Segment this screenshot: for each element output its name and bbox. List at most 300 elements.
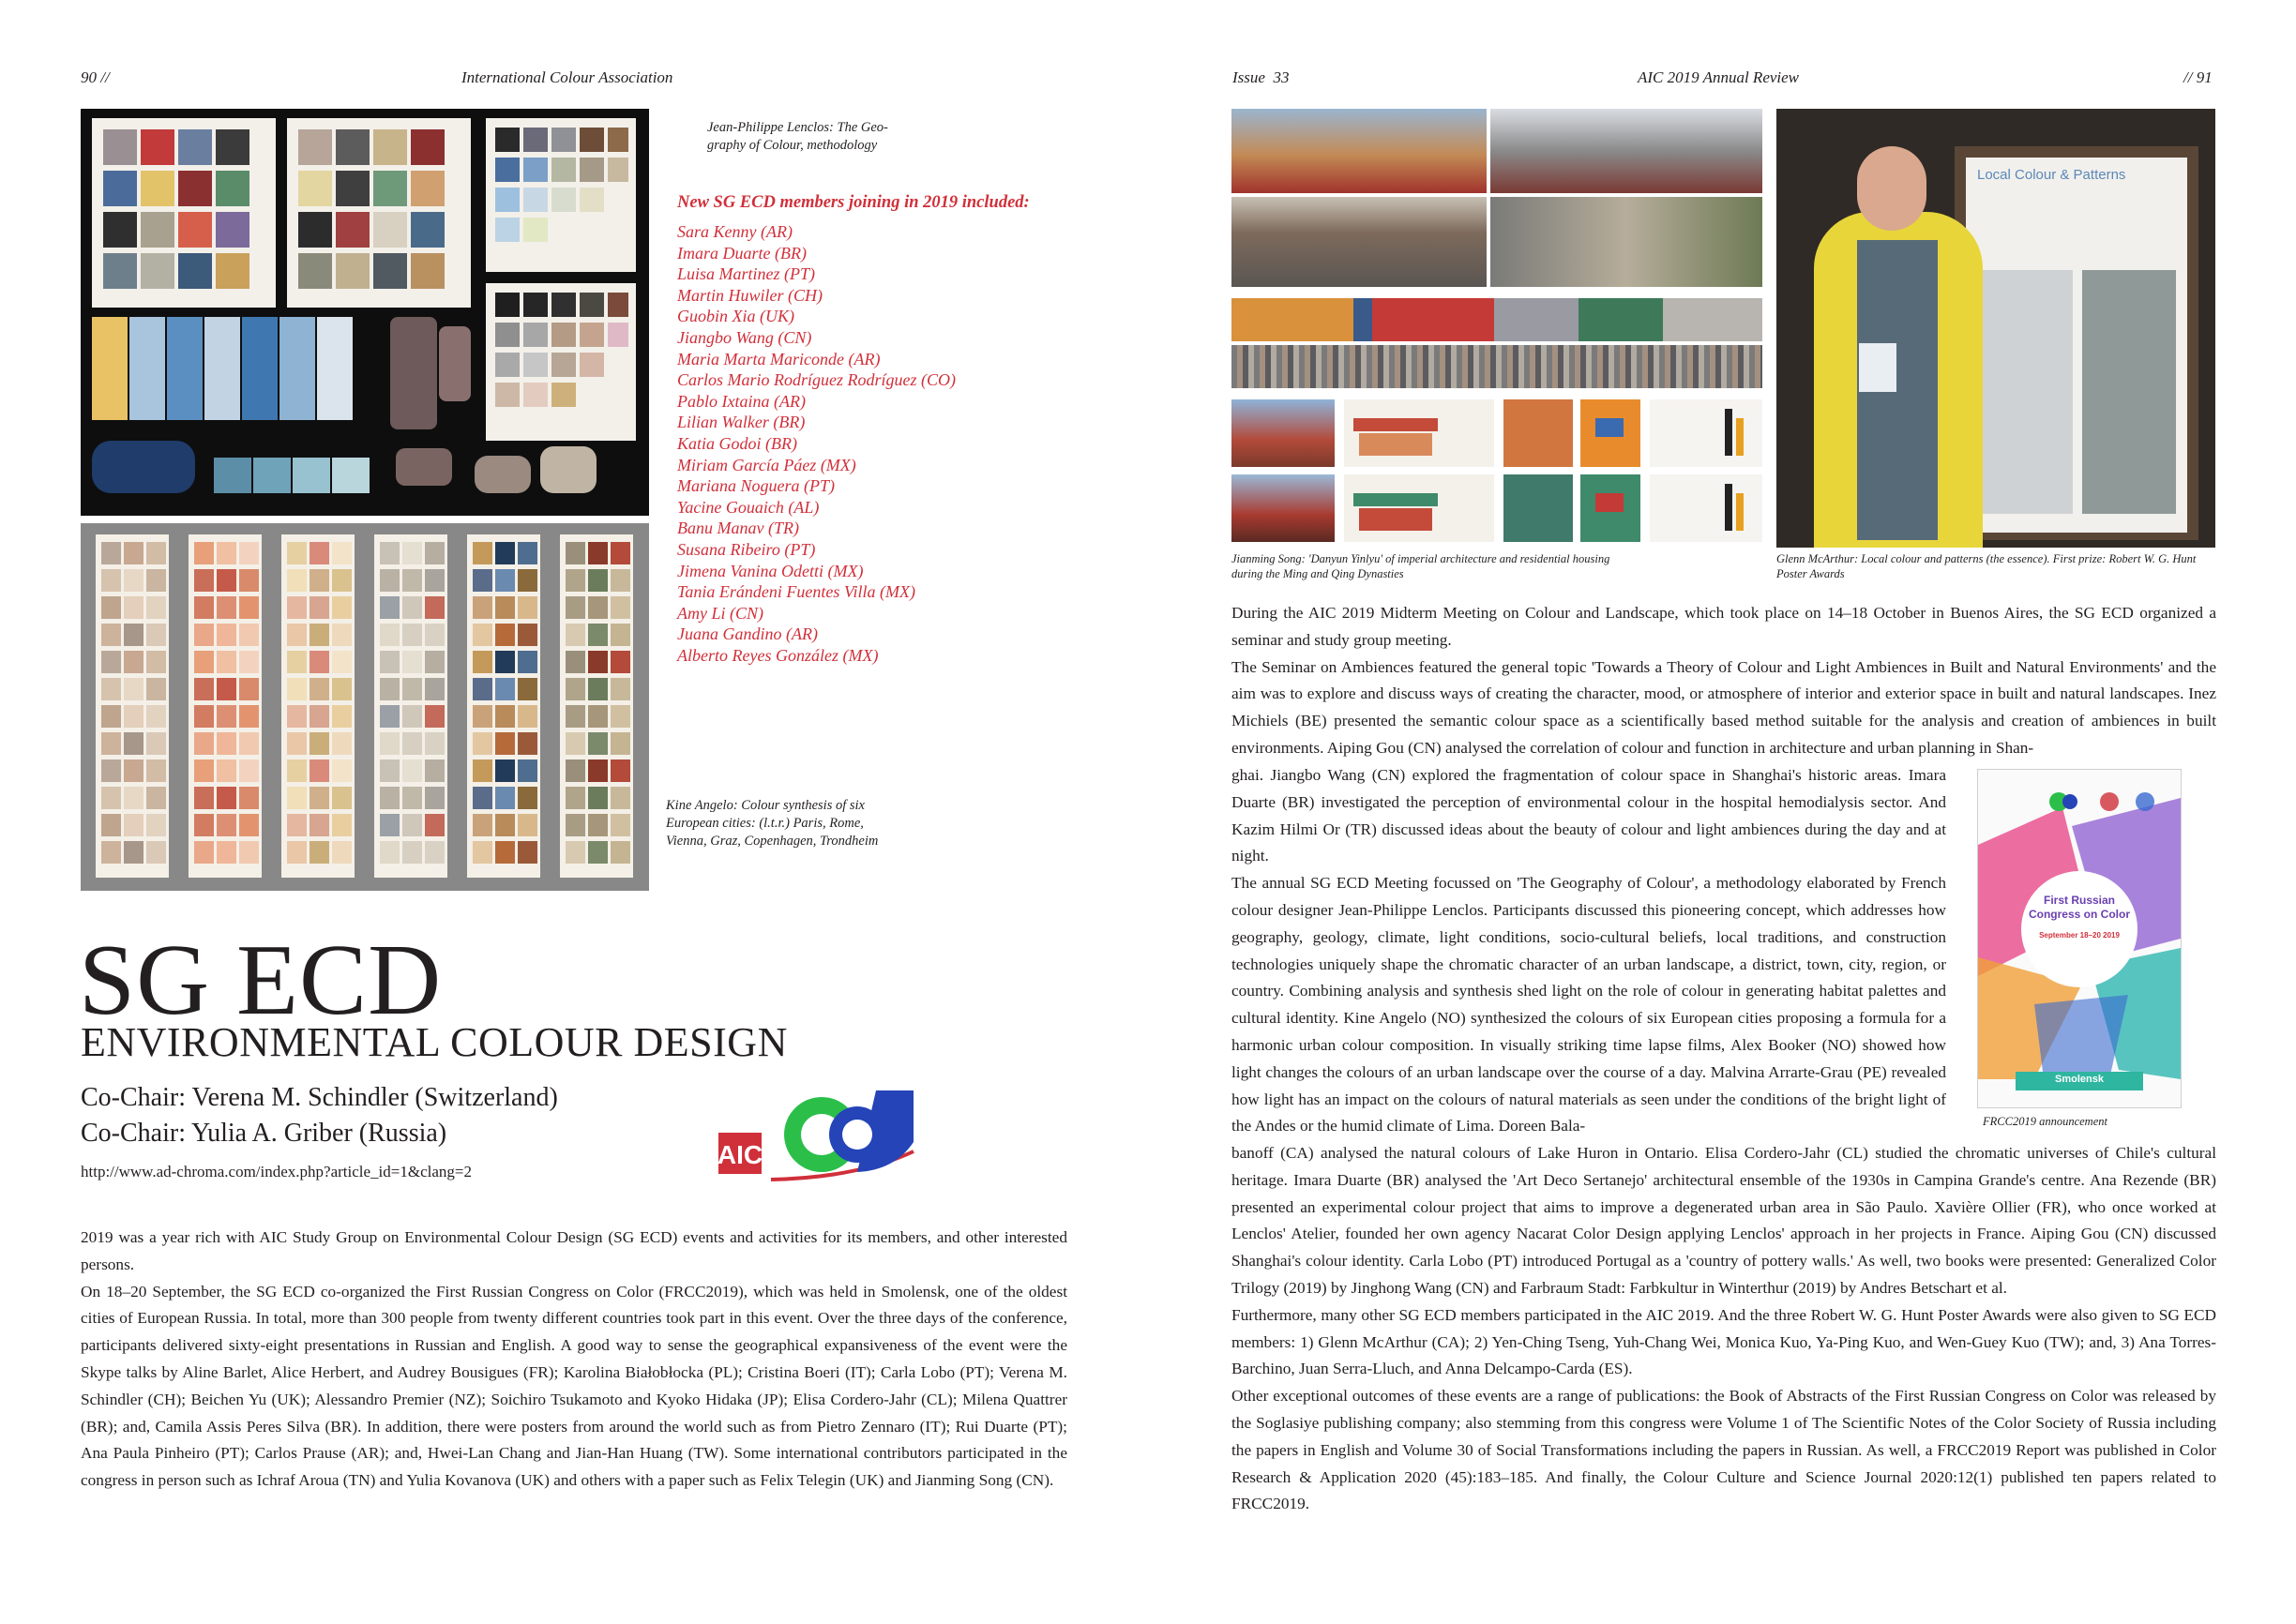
palette-swatch (518, 678, 537, 700)
cochair-2: Co-Chair: Yulia A. Griber (Russia) (81, 1119, 447, 1148)
palette-swatch (239, 624, 259, 646)
palette-swatch (380, 705, 400, 728)
right-body-text-top (1231, 600, 2216, 762)
palette-swatch (194, 732, 214, 755)
palette-swatch (402, 542, 422, 564)
palette-swatch (194, 814, 214, 836)
palette-swatch (287, 678, 307, 700)
palette-swatch (287, 787, 307, 809)
palette-swatch (588, 841, 608, 864)
palette-swatch (124, 678, 144, 700)
palette-swatch (124, 569, 144, 592)
palette-swatch (518, 705, 537, 728)
member-item: Jimena Vanina Odetti (MX) (677, 561, 864, 580)
palette-swatch (495, 678, 515, 700)
palette-board-2 (486, 283, 636, 441)
member-item: Pablo Ixtaina (AR) (677, 391, 806, 411)
palette-swatch (146, 787, 166, 809)
palette-swatch (402, 814, 422, 836)
palette-swatch (402, 596, 422, 619)
palette-swatch (566, 787, 585, 809)
palette-swatch (588, 678, 608, 700)
caption-angelo: Kine Angelo: Colour synthesis of six European cities: (l.t.r.) Paris, Rome, Vienna, Graz, Copenhagen, Trondheim (666, 798, 879, 849)
palette-swatch (287, 624, 307, 646)
angelo-colour-synthesis-photo (81, 523, 649, 891)
gate-tower-photo-2 (1231, 474, 1335, 542)
palette-swatch (611, 624, 630, 646)
palette-swatch (239, 596, 259, 619)
palette-swatch (194, 569, 214, 592)
colour-chart-1 (1650, 399, 1762, 467)
facade-board-2 (287, 118, 471, 308)
palette-swatch (332, 569, 352, 592)
palette-swatch (217, 569, 236, 592)
palette-swatch (101, 759, 121, 782)
palette-swatch (146, 678, 166, 700)
palette-swatch (332, 651, 352, 673)
palette-swatch (473, 542, 492, 564)
palette-swatch (518, 759, 537, 782)
city-palette-column (374, 534, 447, 878)
palette-swatch (194, 542, 214, 564)
palette-swatch (495, 759, 515, 782)
palette-swatch (310, 841, 329, 864)
palette-swatch (588, 624, 608, 646)
tile-strip (92, 441, 401, 497)
palette-swatch (425, 624, 445, 646)
member-item: Juana Gandino (AR) (677, 624, 818, 644)
palette-swatch (101, 705, 121, 728)
caption-frcc: FRCC2019 announcement (1983, 1115, 2107, 1128)
page-subtitle: ENVIRONMENTAL COLOUR DESIGN (81, 1019, 788, 1065)
palette-swatch (473, 569, 492, 592)
palette-swatch (239, 732, 259, 755)
palette-swatch (287, 732, 307, 755)
palette-swatch (425, 732, 445, 755)
forbidden-city-photo (1231, 109, 1487, 193)
member-item: Alberto Reyes González (MX) (677, 645, 879, 665)
member-item: Guobin Xia (UK) (677, 307, 794, 326)
palette-swatch (518, 596, 537, 619)
palette-swatch (146, 705, 166, 728)
caption-lenclos: Jean-Philippe Lenclos: The Geo-graphy of Colour, methodology (707, 120, 888, 153)
palette-swatch (380, 759, 400, 782)
member-item: Banu Manav (TR) (677, 519, 799, 538)
residential-colour-bands (1231, 345, 1762, 388)
palette-swatch (194, 841, 214, 864)
palette-swatch (566, 542, 585, 564)
palette-swatch (146, 542, 166, 564)
palette-swatch (611, 732, 630, 755)
palette-swatch (310, 732, 329, 755)
frcc-city: Smolensk (2055, 1074, 2104, 1085)
palette-swatch (495, 651, 515, 673)
palette-swatch (239, 759, 259, 782)
palette-swatch (287, 596, 307, 619)
member-item: Martin Huwiler (CH) (677, 285, 823, 305)
member-item: Sara Kenny (AR) (677, 222, 793, 241)
palette-swatch (473, 651, 492, 673)
palette-swatch (495, 787, 515, 809)
palette-swatch (194, 624, 214, 646)
person-head (1857, 146, 1926, 231)
palette-swatch (310, 542, 329, 564)
palette-swatch (611, 814, 630, 836)
palette-swatch (217, 732, 236, 755)
palette-swatch (101, 569, 121, 592)
aic-logo (717, 1086, 919, 1189)
palette-swatch (332, 814, 352, 836)
courtyard-gate-photo (1490, 109, 1762, 193)
imperial-colour-bands (1231, 298, 1762, 341)
body-paragraph: Other exceptional outcomes of these events are a range of publications: the Book of Abstracts of the First Russian Congress on Color was released by the Soglasiye publishing company; also stemming from this congress were Volume 1 of The Scientific Notes of the Color Society of Russia including the papers in English and Volume 30 of Social Transformations including the papers in Russian. As well, a FRCC2019 Report was published in Color Research & Application 2020 (45):183–185. And finally, the Colour Culture and Science Journal 2020:12(1) published ten papers related to FRCC2019. (1231, 1387, 2216, 1513)
palette-swatch (518, 542, 537, 564)
palette-swatch (402, 569, 422, 592)
palette-swatch (101, 814, 121, 836)
body-paragraph: ghai. Jiangbo Wang (CN) explored the fragmentation of colour space in Shanghai's historic areas. Imara Duarte (BR) investigated the perception of environmental colour in the hospital hemodialysis sector. And Kazim Hilmi Or (TR) discussed ideas about the beauty of colour and light ambiences during the day and at night. (1231, 766, 1946, 865)
colour-block-1 (1580, 399, 1640, 467)
caption-mcarthur: Glenn McArthur: Local colour and patterns (the essence). First prize: Robert W. G. Hunt Poster Awards (1776, 552, 2197, 581)
palette-swatch (287, 814, 307, 836)
palette-swatch (217, 624, 236, 646)
palette-swatch (239, 705, 259, 728)
caption-song: Jianming Song: 'Danyun Yinlyu' of imperial architecture and residential housing during the Ming and Qing Dynasties (1231, 552, 1610, 581)
palette-swatch (495, 841, 515, 864)
palette-swatch (239, 542, 259, 564)
member-item: Miriam García Páez (MX) (677, 455, 856, 474)
palette-swatch (239, 651, 259, 673)
body-paragraph: 2019 was a year rich with AIC Study Group on Environmental Colour Design (SG ECD) events and activities for its members, and other interested persons. (81, 1228, 1067, 1273)
palette-swatch (495, 596, 515, 619)
palette-swatch (239, 841, 259, 864)
palette-swatch (402, 759, 422, 782)
palette-swatch (124, 596, 144, 619)
palette-swatch (380, 651, 400, 673)
palette-swatch (310, 705, 329, 728)
palette-swatch (425, 787, 445, 809)
palette-swatch (588, 787, 608, 809)
palette-swatch (310, 814, 329, 836)
right-issue-number: Issue 33 (1232, 68, 1290, 86)
rooftops-photo (1231, 197, 1487, 287)
palette-swatch (101, 841, 121, 864)
palette-swatch (380, 596, 400, 619)
palette-swatch (402, 787, 422, 809)
palette-swatch (402, 841, 422, 864)
mcarthur-poster-photo (1776, 109, 2215, 548)
palette-swatch (332, 624, 352, 646)
palette-swatch (495, 624, 515, 646)
palette-swatch (402, 678, 422, 700)
palette-swatch (425, 596, 445, 619)
palette-swatch (588, 569, 608, 592)
palette-swatch (473, 759, 492, 782)
city-palette-column (467, 534, 540, 878)
palette-swatch (101, 596, 121, 619)
palette-swatch (310, 759, 329, 782)
palette-swatch (611, 759, 630, 782)
palette-swatch (473, 624, 492, 646)
study-group-link[interactable]: http://www.ad-chroma.com/index.php?article_id=1&clang=2 (81, 1163, 472, 1180)
palette-swatch (518, 732, 537, 755)
palette-swatch (124, 624, 144, 646)
colour-block-2 (1580, 474, 1640, 542)
body-paragraph: banoff (CA) analysed the natural colours of Lake Huron in Ontario. Elisa Cordero-Jahr (CL) studied the chromatic universes of Chile's cultural heritage. Imara Duarte (BR) analysed the 'Art Deco Sertanejo' architectural ensemble of the 1930s in Campina Grande's centre. Ana Rezende (BR) presented an experimental colour project that aims to improve a degenerated urban area in São Paulo. Xavière Ollier (FR), who once worked at Lenclos' Atelier, founded her own agency Nacarat Color Design applying Lenclos' approach in her projects in France. Aiping Gou (CN) discussed Shanghai's colour identity. Carla Lobo (PT) introduced Portugal as a 'country of pottery walls.' As well, two books were presented: Generalized Color Trilogy (2019) by Jinghong Wang (CN) and Farbraum Stadt: Farbkultur in Winterthur (2019) by Andres Betschart et al. (1231, 1144, 2216, 1297)
palette-swatch (588, 814, 608, 836)
palette-swatch (425, 705, 445, 728)
member-item: Jiangbo Wang (CN) (677, 327, 812, 347)
palette-swatch (380, 814, 400, 836)
palette-swatch (611, 787, 630, 809)
body-paragraph: The Seminar on Ambiences featured the general topic 'Towards a Theory of Colour and Light Ambiences in Built and Natural Environments' and the aim was to explore and discuss ways of creating the character, mood, or atmosphere of interior and exterior space in built and natural landscapes. Inez Michiels (BE) presented the semantic colour space as a scientifically based method suitable for the analysis and creation of ambiences in built environments. Aiping Gou (CN) analysed the correlation of colour and function in architecture and urban planning in Shan- (1231, 657, 2216, 757)
palette-swatch (124, 651, 144, 673)
architecture-diagram-2 (1344, 474, 1494, 542)
member-item: Luisa Martinez (PT) (677, 264, 816, 284)
palette-swatch (425, 542, 445, 564)
palette-swatch (566, 732, 585, 755)
architecture-diagram-1 (1344, 399, 1494, 467)
palette-swatch (287, 841, 307, 864)
palette-swatch (217, 678, 236, 700)
palette-swatch (194, 787, 214, 809)
palette-swatch (217, 759, 236, 782)
palette-swatch (425, 678, 445, 700)
hutong-photo (1490, 197, 1762, 287)
gate-tower-photo-1 (1231, 399, 1335, 467)
palette-swatch (146, 814, 166, 836)
palette-swatch (332, 678, 352, 700)
palette-swatch (566, 596, 585, 619)
palette-swatch (101, 787, 121, 809)
body-paragraph: On 18–20 September, the SG ECD co-organized the First Russian Congress on Color (FRCC2019), which was held in Smolensk, one of the oldest cities of European Russia. In total, more than 300 people from twenty different countries took part in this event. Over the three days of the conference, participants delivered sixty-eight presentations in Russian and English. A good way to sense the geographical expansiveness of the event were the Skype talks by Aline Barlet, Alice Herbert, and Audrey Bousigues (FR); Karolina Białobłocka (PL); Cristina Boeri (IT); Carla Lobo (PT); Verena M. Schindler (CH); Beichen Yu (UK); Alessandro Premier (NZ); Soichiro Tsukamoto and Kyoko Hidaka (JP); Elisa Cordero-Jahr (CL); Milena Quattrer (BR); and, Camila Assis Peres Silva (BR). In addition, there were posters from around the world such as from Pietro Zennaro (IT); Rui Duarte (PT); Ana Paula Pinheiro (PT); Carlos Prause (AR); and, Hwei-Lan Chang and Jian-Han Huang (TW). Some international contributors participated in the congress in person such as Ichraf Aroua (TN) and Yulia Kovanova (UK) and others with a paper such as Felix Telegin (UK) and Jianming Song (CN). (81, 1282, 1067, 1490)
palette-swatch (566, 705, 585, 728)
palette-swatch (287, 651, 307, 673)
palette-swatch (588, 596, 608, 619)
palette-swatch (124, 759, 144, 782)
palette-swatch (124, 787, 144, 809)
lenclos-methodology-photo (81, 109, 649, 516)
palette-swatch (380, 787, 400, 809)
cochair-1: Co-Chair: Verena M. Schindler (Switzerland) (81, 1083, 558, 1112)
palette-swatch (425, 841, 445, 864)
palette-swatch (566, 814, 585, 836)
tile-texture-1 (1503, 399, 1573, 467)
tile-texture-2 (1503, 474, 1573, 542)
palette-swatch (611, 678, 630, 700)
palette-swatch (194, 651, 214, 673)
palette-swatch (566, 759, 585, 782)
palette-swatch (588, 542, 608, 564)
palette-swatch (287, 569, 307, 592)
palette-swatch (518, 624, 537, 646)
member-item: Yacine Gouaich (AL) (677, 497, 820, 517)
palette-swatch (239, 814, 259, 836)
palette-swatch (310, 596, 329, 619)
palette-swatch (101, 624, 121, 646)
palette-swatch (217, 705, 236, 728)
palette-swatch (495, 542, 515, 564)
palette-swatch (217, 651, 236, 673)
city-palette-column (189, 534, 262, 878)
palette-swatch (566, 841, 585, 864)
body-paragraph: During the AIC 2019 Midterm Meeting on Colour and Landscape, which took place on 14–18 October in Buenos Aires, the SG ECD organized a seminar and study group meeting. (1231, 604, 2216, 649)
palette-swatch (332, 787, 352, 809)
left-body-text (81, 1225, 1067, 1495)
palette-swatch (611, 651, 630, 673)
member-item: Susana Ribeiro (PT) (677, 539, 816, 559)
palette-swatch (287, 759, 307, 782)
palette-swatch (124, 732, 144, 755)
palette-swatch (146, 759, 166, 782)
material-colour-strips (92, 317, 373, 428)
city-palette-column (560, 534, 633, 878)
colour-chart-2 (1650, 474, 1762, 542)
palette-swatch (146, 651, 166, 673)
palette-swatch (566, 569, 585, 592)
palette-swatch (425, 814, 445, 836)
palette-swatch (495, 732, 515, 755)
palette-swatch (402, 732, 422, 755)
palette-swatch (473, 841, 492, 864)
new-members-heading: New SG ECD members joining in 2019 included: (677, 193, 1030, 212)
palette-swatch (310, 624, 329, 646)
palette-swatch (217, 787, 236, 809)
right-page-number: // 91 (2183, 68, 2213, 86)
palette-swatch (332, 705, 352, 728)
palette-swatch (146, 569, 166, 592)
palette-swatch (425, 569, 445, 592)
palette-swatch (473, 732, 492, 755)
palette-swatch (217, 841, 236, 864)
palette-swatch (495, 814, 515, 836)
member-item: Lilian Walker (BR) (677, 413, 806, 432)
palette-swatch (495, 569, 515, 592)
palette-board-1 (486, 118, 636, 272)
right-body-text-narrow (1231, 762, 1946, 1140)
palette-swatch (611, 569, 630, 592)
palette-swatch (402, 624, 422, 646)
palette-swatch (518, 569, 537, 592)
palette-swatch (495, 705, 515, 728)
palette-swatch (402, 705, 422, 728)
poster-image-grid-2 (2082, 270, 2176, 514)
frcc-title: First Russian Congress on Color (2028, 894, 2130, 921)
palette-swatch (380, 624, 400, 646)
palette-swatch (146, 596, 166, 619)
palette-swatch (518, 841, 537, 864)
palette-swatch (473, 596, 492, 619)
palette-swatch (310, 569, 329, 592)
right-running-header: AIC 2019 Annual Review (1638, 68, 1800, 86)
local-colour-poster (1966, 158, 2187, 533)
left-running-header: International Colour Association (461, 68, 673, 86)
frcc-dates: September 18–20 2019 (2039, 931, 2120, 940)
palette-swatch (473, 705, 492, 728)
member-item: Katia Godoi (BR) (677, 433, 797, 453)
palette-swatch (310, 651, 329, 673)
palette-swatch (332, 841, 352, 864)
palette-swatch (588, 759, 608, 782)
palette-swatch (518, 787, 537, 809)
palette-swatch (239, 678, 259, 700)
palette-swatch (566, 651, 585, 673)
palette-swatch (425, 759, 445, 782)
palette-swatch (473, 787, 492, 809)
palette-swatch (217, 814, 236, 836)
palette-swatch (239, 787, 259, 809)
palette-swatch (473, 678, 492, 700)
aic-logo-text: AIC (717, 1140, 763, 1169)
palette-swatch (194, 705, 214, 728)
stone-samples (390, 317, 475, 504)
palette-swatch (101, 542, 121, 564)
new-members-list (677, 221, 956, 666)
palette-swatch (566, 678, 585, 700)
palette-swatch (124, 705, 144, 728)
palette-swatch (380, 841, 400, 864)
palette-swatch (217, 542, 236, 564)
member-item: Mariana Noguera (PT) (677, 476, 835, 496)
member-item: Carlos Mario Rodríguez Rodríguez (CO) (677, 370, 956, 390)
palette-swatch (380, 542, 400, 564)
palette-swatch (194, 678, 214, 700)
poster-image-grid (1979, 270, 2073, 514)
body-paragraph: The annual SG ECD Meeting focussed on 'The Geography of Colour', a methodology elaborated by French colour designer Jean-Philippe Lenclos. Participants discussed this pioneering concept, which addresses how geography, geology, climate, light conditions, socio-cultural beliefs, local traditions, and construction technologies uniquely shape the chromatic character of an urban landscape, a district, town, city, region, or country. Combining analysis and synthesis shed light on the role of colour in generating habitat palettes and cultural identity. Kine Angelo (NO) synthesized the colours of six European cities proposing a formula for a harmonic urban colour composition. In visually striking time lapse films, Alex Booker (NO) showed how light changes the colours of an urban landscape over the course of a day. Malvina Arrarte-Grau (PE) revealed how light has an impact on the colours of natural materials as seen under the conditions of the bright light of the Andes or the humid climate of Lima. Doreen Bala- (1231, 874, 1946, 1135)
palette-swatch (473, 814, 492, 836)
palette-swatch (611, 841, 630, 864)
member-item: Maria Marta Mariconde (AR) (677, 349, 881, 368)
member-item: Imara Duarte (BR) (677, 243, 807, 263)
palette-swatch (310, 678, 329, 700)
palette-swatch (101, 651, 121, 673)
palette-swatch (518, 651, 537, 673)
palette-swatch (425, 651, 445, 673)
palette-swatch (124, 814, 144, 836)
palette-swatch (194, 759, 214, 782)
palette-swatch (566, 624, 585, 646)
palette-swatch (588, 732, 608, 755)
palette-swatch (611, 705, 630, 728)
left-page-number: 90 // (81, 68, 110, 86)
palette-swatch (146, 732, 166, 755)
palette-swatch (332, 732, 352, 755)
palette-swatch (194, 596, 214, 619)
palette-swatch (332, 542, 352, 564)
palette-swatch (611, 542, 630, 564)
palette-swatch (611, 596, 630, 619)
palette-swatch (124, 542, 144, 564)
palette-swatch (239, 569, 259, 592)
poster-title: Local Colour & Patterns (1977, 167, 2126, 183)
palette-swatch (402, 651, 422, 673)
palette-swatch (380, 678, 400, 700)
frcc-announcement-poster (1977, 769, 2182, 1108)
song-architecture-collage (1231, 109, 1762, 548)
palette-swatch (332, 596, 352, 619)
palette-swatch (287, 705, 307, 728)
member-item: Amy Li (CN) (677, 603, 763, 623)
right-body-text-bottom (1231, 1140, 2216, 1518)
name-badge (1859, 343, 1896, 392)
palette-swatch (332, 759, 352, 782)
palette-swatch (380, 569, 400, 592)
city-palette-column (96, 534, 169, 878)
city-palette-column (281, 534, 355, 878)
palette-swatch (146, 624, 166, 646)
palette-swatch (124, 841, 144, 864)
member-item: Tania Erándeni Fuentes Villa (MX) (677, 582, 915, 602)
palette-swatch (217, 596, 236, 619)
